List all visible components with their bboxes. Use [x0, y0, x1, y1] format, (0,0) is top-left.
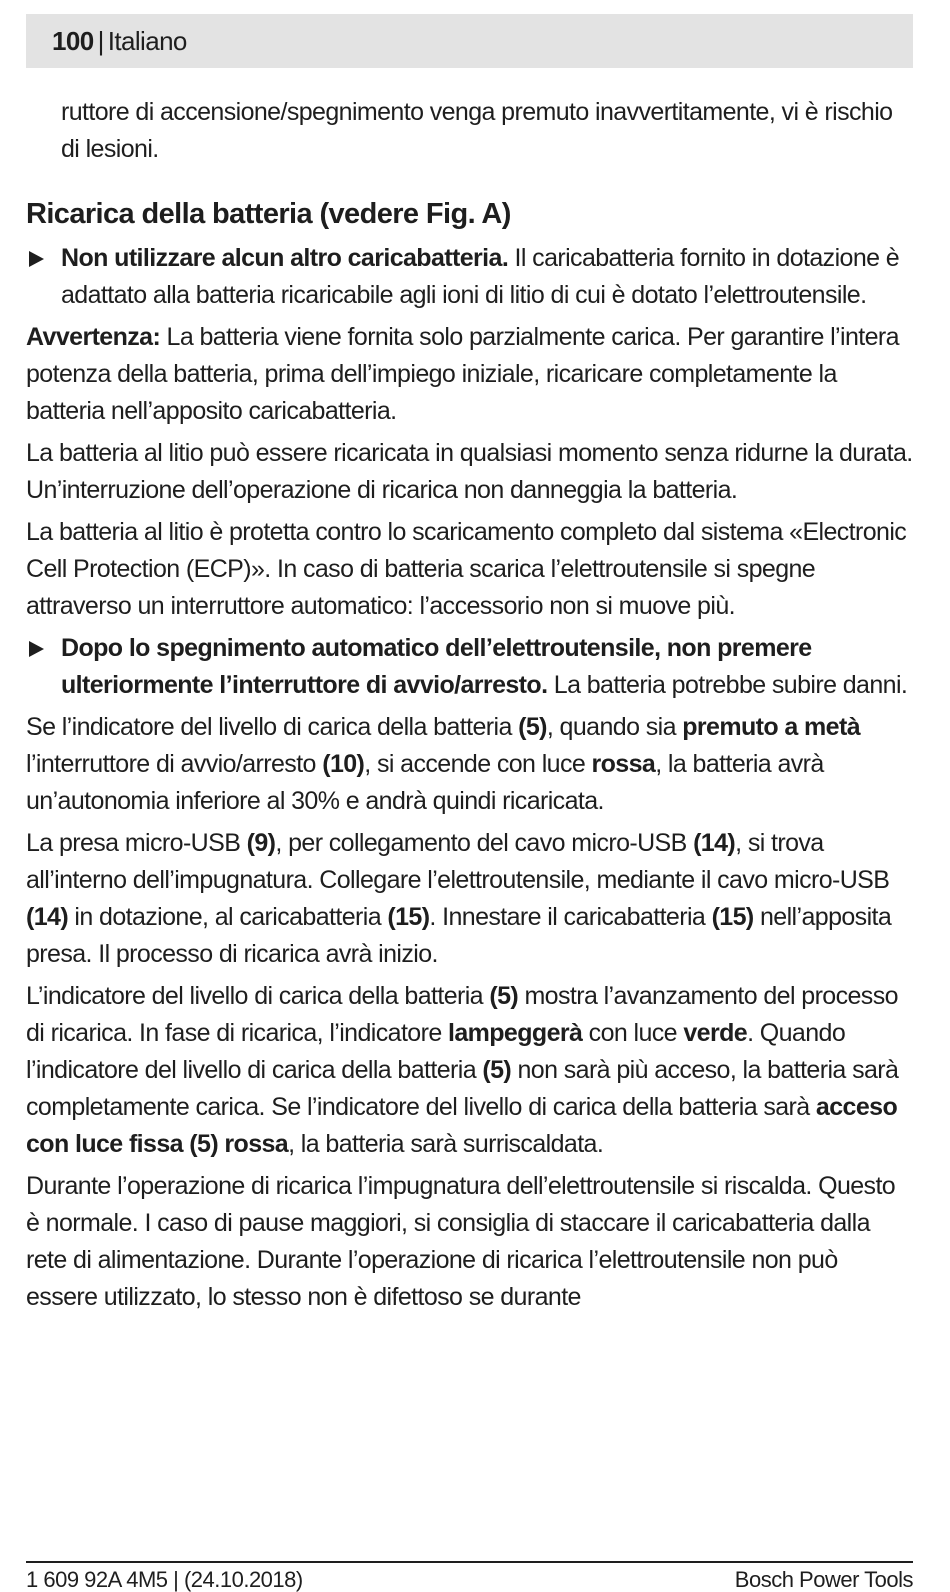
bullet-bold-text: Non utilizzare alcun altro caricabatteria.: [61, 244, 509, 272]
page-header: [26, 14, 913, 68]
bullet-charger-warning: [26, 240, 913, 314]
footer-divider: [26, 1561, 913, 1563]
paragraph-charge-progress: L’indicatore del livello di carica della batteria (5) mostra l’avanzamento del processo di ricarica. In fase di ricarica, l’indicatore lampeggerà con luce verde. Quando l’indicatore del livello di carica della batteria (5) non sarà più acceso, la batteria sarà completamente carica. Se l’indicatore del livello di carica della batteria sarà acceso con luce fissa (5) rossa, la batteria sarà surriscaldata.: [26, 982, 899, 1158]
intro-continuation: ruttore di accensione/spegnimento venga premuto inavvertitamente, vi è rischio di lesioni.: [61, 98, 893, 163]
notice-label: Avvertenza:: [26, 323, 161, 351]
footer-doc-id: 1 609 92A 4M5 | (24.10.2018): [26, 1567, 303, 1592]
bullet-triangle-icon: [29, 641, 44, 657]
paragraph-charge-indicator: Se l’indicatore del livello di carica della batteria (5), quando sia premuto a metà l’interruttore di avvio/arresto (10), si accende con luce rossa, la batteria avrà un’autonomia inferiore al 30% e andrà quindi ricaricata.: [26, 713, 860, 815]
notice-text: La batteria viene fornita solo parzialmente carica. Per garantire l’intera potenza della batteria, prima dell’impiego iniziale, ricaricare completamente la batteria nell’apposito caricabatteria.: [26, 323, 899, 425]
bullet-triangle-icon: [29, 251, 44, 267]
notice-paragraph: [26, 319, 913, 430]
page-footer: [26, 1568, 913, 1592]
paragraph-heat: Durante l’operazione di ricarica l’impugnatura dell’elettroutensile si riscalda. Questo è normale. I caso di pause maggiori, si consiglia di staccare il caricabatteria dalla rete di alimentazione. Durante l’operazione di ricarica l’elettroutensile non può essere utilizzato, lo stesso non è difettoso se durante: [26, 1172, 896, 1311]
paragraph-ecp: La batteria al litio è protetta contro lo scaricamento completo dal sistema «Electronic Cell Protection (ECP)». In caso di batteria scarica l’elettroutensile si spegne attraverso un interruttore automatico: l’accessorio non si muove più.: [26, 518, 907, 620]
page-content: [26, 94, 913, 1321]
footer-brand: Bosch Power Tools: [734, 1567, 913, 1592]
header-separator: |: [97, 25, 104, 56]
bullet-auto-shutoff: [26, 630, 913, 704]
bullet-text: Il caricabatteria fornito in dotazione è adattato alla batteria ricaricabile agli ioni di litio di cui è dotato l’elettroutensile.: [61, 244, 900, 309]
header-language: Italiano: [107, 25, 187, 56]
paragraph-micro-usb: La presa micro-USB (9), per collegamento del cavo micro-USB (14), si trova all’interno dell’impugnatura. Collegare l’elettroutensile, mediante il cavo micro-USB (14) in dotazione, al caricabatteria (15). Innestare il caricabatteria (15) nell’apposita presa. Il processo di ricarica avrà inizio.: [26, 829, 892, 968]
section-title: Ricarica della batteria (vedere Fig. A): [26, 198, 511, 230]
bullet-bold-text: Dopo lo spegnimento automatico dell’elettroutensile, non premere ulteriormente l’interruttore di avvio/arresto.: [61, 634, 812, 699]
paragraph-lithium-charging: La batteria al litio può essere ricaricata in qualsiasi momento senza ridurne la durata. Un’interruzione dell’operazione di ricarica non danneggia la batteria.: [26, 439, 913, 504]
page-number: 100: [52, 25, 94, 56]
bullet-text: La batteria potrebbe subire danni.: [547, 671, 908, 699]
